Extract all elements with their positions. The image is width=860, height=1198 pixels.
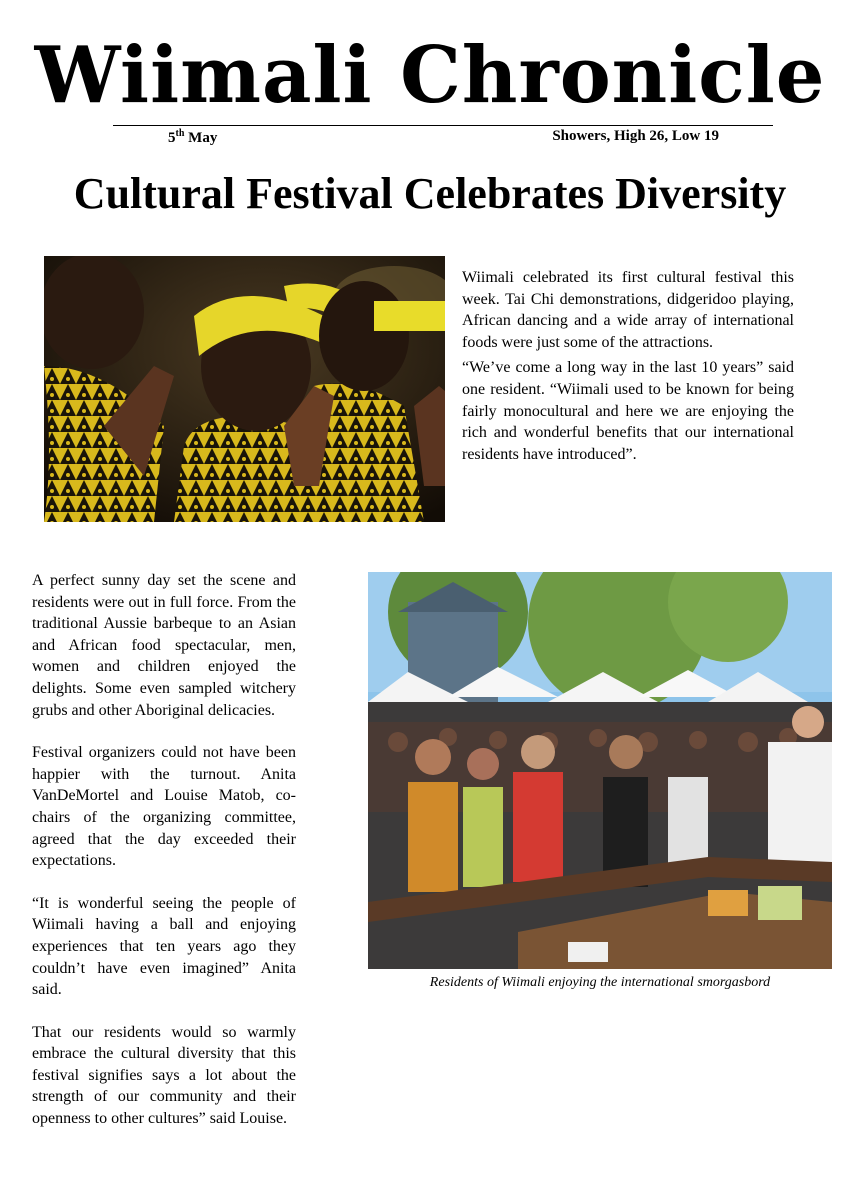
photo-caption: Residents of Wiimali enjoying the international smorgasbord <box>429 975 771 990</box>
food-stalls-photo <box>368 572 832 969</box>
dateline-weather: Showers, High 26, Low 19 <box>552 128 719 144</box>
body-paragraph: A perfect sunny day set the scene and residents were out in full force. From the traditional Aussie barbeque to an Asian and African food spectacular, men, women and children enjoyed the delights. Some even sampled witchery grubs and other Aboriginal delicacies. <box>32 572 296 719</box>
masthead-title: Wiimali Chronicle <box>34 30 826 121</box>
date-month: May <box>188 130 218 146</box>
date-suffix: th <box>175 128 185 139</box>
article-headline: Cultural Festival Celebrates Diversity <box>73 169 787 218</box>
body-paragraph: Festival organizers could not have been happier with the turnout. Anita VanDeMortel and Louise Matob, co-chairs of the organizing committee, agreed that the day exceeded their expectations. <box>32 744 296 870</box>
festival-dancers-photo <box>44 256 445 522</box>
dateline-date <box>168 128 217 147</box>
intro-paragraph: Wiimali celebrated its first cultural festival this week. Tai Chi demonstrations, didgeridoo playing, African dancing and a wide array of international foods were just some of the attractions. <box>462 269 794 351</box>
date-day: 5 <box>168 130 176 146</box>
intro-paragraph: “We’ve come a long way in the last 10 years” said one resident. “Wiimali used to be known for being fairly monocultural and here we are enjoying the rich and wonderful benefits that our international residents have introduced”. <box>462 359 794 463</box>
masthead-rule <box>113 125 773 126</box>
body-paragraph: “It is wonderful seeing the people of Wiimali having a ball and enjoying experiences that ten years ago they couldn’t have even imagined” Anita said. <box>32 894 296 999</box>
body-column <box>32 570 296 1151</box>
intro-column <box>462 267 794 469</box>
body-paragraph: That our residents would so warmly embrace the cultural diversity that this festival signifies says a lot about the strength of our community and their openness to other cultures” said Louise. <box>32 1023 296 1128</box>
